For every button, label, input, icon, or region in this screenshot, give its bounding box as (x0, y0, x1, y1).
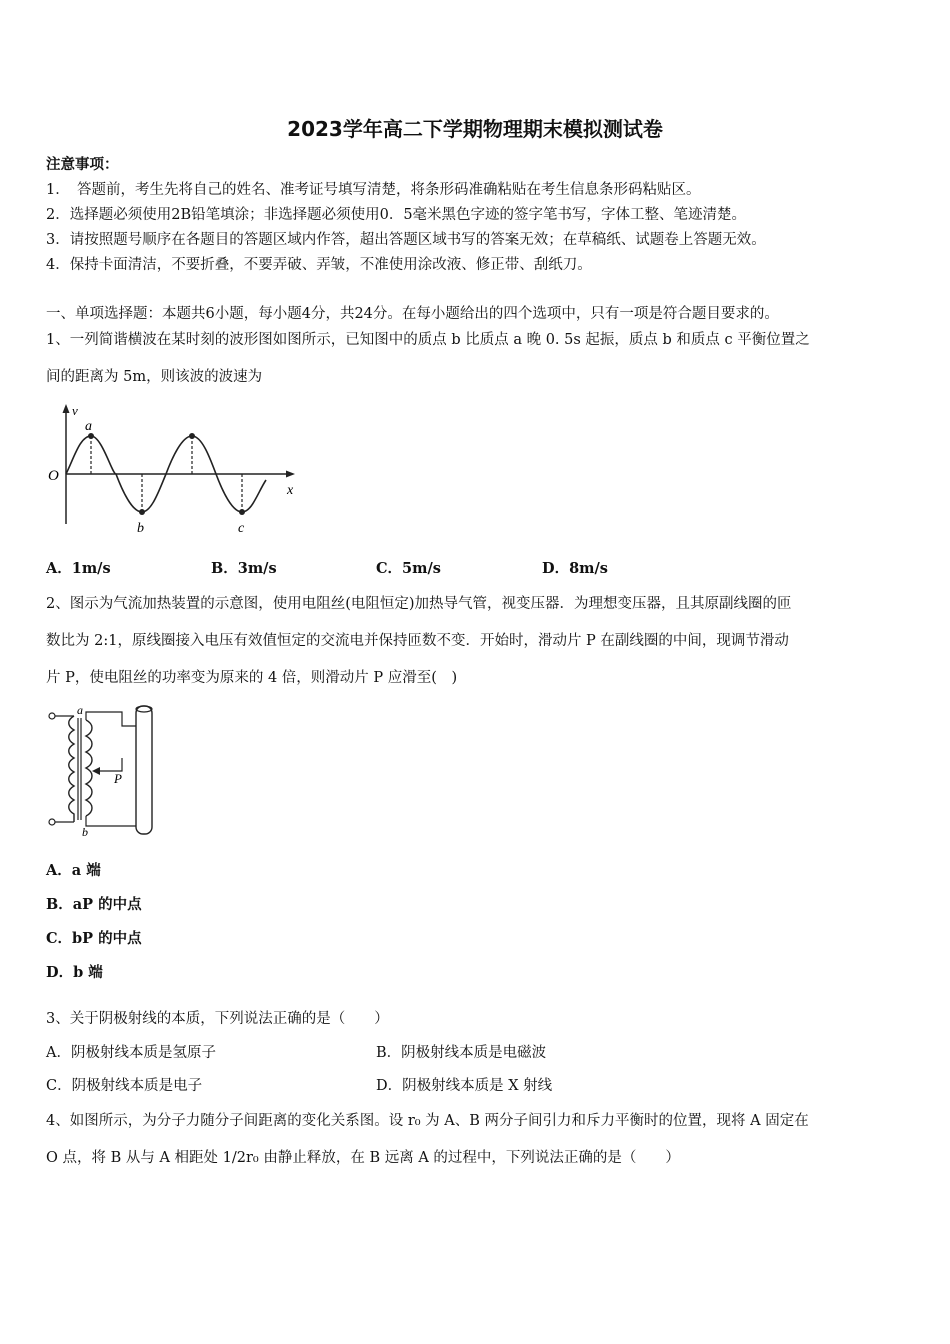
q3-option: D．阴极射线本质是 X 射线 (376, 1078, 553, 1094)
label-x: x (287, 483, 294, 498)
q2-option: C．bP 的中点 (46, 930, 142, 947)
label-b: b (82, 825, 88, 839)
point-b (139, 509, 145, 515)
point-peak2 (189, 433, 195, 439)
q3-stem: 3、关于阴极射线的本质，下列说法正确的是（ ） (46, 1011, 389, 1027)
q1-option: C．5m/s (376, 560, 441, 577)
q1-option: B．3m/s (211, 560, 277, 577)
notice-item: 2．选择题必须使用2B铅笔填涂；非选择题必须使用0．5毫米黑色字迹的签字笔书写，字体工整、笔迹清楚。 (46, 207, 747, 223)
label-a: a (77, 703, 83, 717)
notice-item: 3．请按照题号顺序在各题目的答题区域内作答，超出答题区域书写的答案无效；在草稿纸、试题卷上答题无效。 (46, 232, 766, 248)
notice-item: 4．保持卡面清洁，不要折叠，不要弄破、弄皱，不准使用涂改液、修正带、刮纸刀。 (46, 257, 592, 273)
point-c (239, 509, 245, 515)
transformer-figure (40, 698, 165, 843)
secondary-coil (86, 720, 92, 816)
terminal-top (49, 713, 55, 719)
q1-stem-line2: 间的距离为 5m，则该波的波速为 (46, 369, 263, 385)
q3-option: A．阴极射线本质是氢原子 (46, 1045, 216, 1061)
slider-wire (100, 758, 122, 771)
q1-option: D．8m/s (542, 560, 608, 577)
notice-heading: 注意事项： (46, 156, 119, 173)
q2-stem-line3: 片 P，使电阻丝的功率变为原来的 4 倍，则滑动片 P 应滑至( ) (46, 670, 458, 686)
label-a: a (85, 419, 92, 434)
notice-item: 1． 答题前，考生先将自己的姓名、准考证号填写清楚，将条形码准确粘贴在考生信息条形码粘贴区。 (46, 182, 701, 198)
section-heading: 一、单项选择题：本题共6小题，每小题4分，共24分。在每小题给出的四个选项中，只有一项是符合题目要求的。 (46, 306, 779, 322)
v-axis-arrow (63, 404, 70, 413)
x-axis-arrow (286, 471, 295, 478)
air-tube (136, 706, 152, 834)
q4-stem-line2: O 点，将 B 从与 A 相距处 1/2r₀ 由静止释放，在 B 远离 A 的过程中，下列说法正确的是（ ） (46, 1150, 680, 1166)
q2-stem-line2: 数比为 2:1，原线圈接入电压有效值恒定的交流电并保持匝数不变．开始时，滑动片 P 在副线圈的中间，现调节滑动 (46, 633, 789, 649)
label-b: b (137, 521, 144, 536)
q3-option: C．阴极射线本质是电子 (46, 1078, 203, 1094)
q1-stem-line1: 1、一列简谐横波在某时刻的波形图如图所示，已知图中的质点 b 比质点 a 晚 0. 5s 起振，质点 b 和质点 c 平衡位置之 (46, 332, 810, 348)
primary-coil (69, 716, 74, 822)
q1-option: A．1m/s (46, 560, 111, 577)
wire-bottom (86, 816, 136, 826)
page-title: 2023学年高二下学期物理期末模拟测试卷 (287, 117, 663, 141)
q4-stem-line1: 4、如图所示，为分子力随分子间距离的变化关系图。设 r₀ 为 A、B 两分子间引力和斥力平衡时的位置，现将 A 固定在 (46, 1113, 809, 1129)
q3-option: B．阴极射线本质是电磁波 (376, 1045, 547, 1061)
terminal-bottom (49, 819, 55, 825)
q2-option: A．a 端 (46, 862, 101, 879)
label-p: P (114, 771, 122, 786)
label-c: c (238, 521, 245, 536)
label-v: v (72, 403, 78, 418)
q2-option: D．b 端 (46, 964, 103, 981)
wave-figure (44, 400, 304, 540)
slider-arrow (92, 767, 100, 775)
q2-option: B．aP 的中点 (46, 896, 142, 913)
q2-stem-line1: 2、图示为气流加热装置的示意图，使用电阻丝(电阻恒定)加热导气管，视变压器．为理想变压器，且其原副线圈的匝 (46, 596, 792, 612)
label-o: O (48, 468, 59, 484)
wire-top (86, 712, 136, 726)
